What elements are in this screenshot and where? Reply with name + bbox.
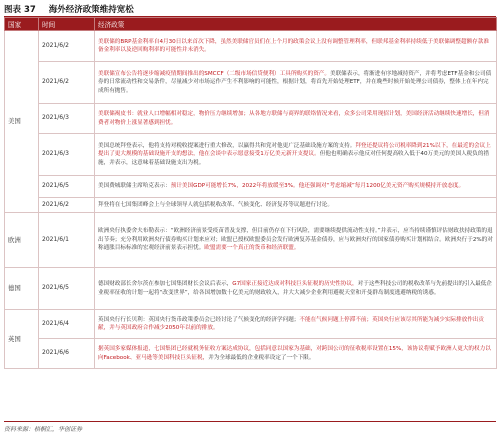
table-row — [5, 62, 497, 104]
policy-cell — [95, 310, 497, 339]
policy-text: 美国费城联储主席哈克表示： — [98, 183, 171, 190]
date-cell: 2021/6/6 — [39, 339, 95, 369]
policy-cell — [95, 213, 497, 268]
policy-text: 英国央行行长贝利：英国央行货币政策委员会已经讨论了气候变化的经济学问题； — [98, 316, 300, 323]
policy-cell — [95, 104, 497, 134]
policy-text: 美联储的BRP基金利率自4月30日以来首次下降，虽然美联储官员们在上个月的政策会议上没有调整管理利率，但联邦基金利率持续低于美联储调整超额存款准备金利率以及逆回购利率的可能性并未消失。 — [98, 38, 489, 53]
figure-number: 图表 37 — [4, 5, 36, 15]
policy-text: 欧洲央行执委舍夫布勒表示：“欧洲经济前景受疫苗普及支撑，但目前仍存在下行风险，需要继续提供流动性支持。”并表示， — [98, 228, 404, 235]
policy-cell — [95, 198, 497, 213]
policy-text: 欧盟需要一个真正的货币和经济联盟。 — [204, 245, 300, 252]
date-cell: 2021/6/2 — [39, 62, 95, 104]
header-date: 时间 — [39, 18, 95, 31]
policy-cell — [95, 268, 497, 310]
date-cell: 2021/6/3 — [39, 134, 95, 176]
policy-text: 并为全球最低的企业税率设定了一个下限。 — [208, 354, 315, 361]
policy-cell — [95, 176, 497, 198]
date-cell: 2021/6/4 — [39, 310, 95, 339]
date-cell: 2021/6/2 — [39, 198, 95, 213]
table-row — [5, 176, 497, 198]
policy-text: 美联储褐皮书：就业人口增幅相对稳定，物价压力继续增加；从各地方联储与商界的联络情况来看，众多公司采用现招计划，美国经济活动继续快速增长，但消费者对物价上涨显著感到担忧。 — [98, 111, 490, 126]
policy-text: 预计美国GDP可能增长7%，2022年将放缓至3%。他还强调对“考虑缩减”每月1200亿美元资产购买规模持开放态度。 — [170, 183, 465, 190]
policy-table — [4, 17, 497, 369]
policy-text: 应当持续谨慎评估财政扶持政策的退出节奏； — [98, 228, 493, 243]
table-row — [5, 310, 497, 339]
policy-text: 德国财政部长舍尔茨在参加七国集团财长会议后表示， — [98, 281, 233, 287]
policy-text: 对于这些科技公司的税收改革与先前提出的引入最低企业税率征收的计划一起将“改变世界”，给各国增加数十亿美元的财政收入，并大大减少企业利用避税天堂和开曼群岛制度逃避纳税的诱惑。 — [98, 281, 492, 296]
country-cell: 美国 — [5, 31, 39, 213]
date-cell: 2021/6/5 — [39, 268, 95, 310]
policy-text: 美联储宣布公告将逐步缩减疫情期间推出的SMCCF（二级市场信贷便利）工具所购买的资产。 — [98, 70, 330, 77]
policy-text: 拜登将在七国集团峰会上与全球领导人就包括税收改革、气候变化、经济复苏等议题进行讨论。 — [98, 201, 333, 208]
table-row — [5, 339, 497, 369]
policy-text: 欧洲央行于2%的对称通胀目标标准的宏观经济前景表示担忧。 — [98, 236, 493, 252]
country-cell: 英国 — [5, 310, 39, 369]
date-cell: 2021/6/5 — [39, 176, 95, 198]
table-body — [5, 31, 497, 369]
header-country: 国家 — [5, 18, 39, 31]
policy-cell — [95, 339, 497, 369]
table-row — [5, 134, 497, 176]
table-row — [5, 104, 497, 134]
country-cell: 欧洲 — [5, 213, 39, 268]
table-row — [5, 268, 497, 310]
source-note: 资料来源：梧桐汇，华创证券 — [4, 426, 83, 433]
policy-text: 充分利用欧洲央行债券购买计划来应对；欧盟已授权欧盟委员会发行欧洲复苏基金债券，应与欧洲央行的国家债券购买计划相结合。 — [120, 236, 445, 243]
date-cell: 2021/6/3 — [39, 104, 95, 134]
policy-cell — [95, 31, 497, 62]
table-header-row — [5, 18, 497, 31]
table-row — [5, 213, 497, 268]
policy-cell — [95, 62, 497, 104]
figure-caption: 海外经济政策维持宽松 — [48, 5, 134, 15]
figure-title — [4, 3, 134, 15]
date-cell: 2021/6/1 — [39, 213, 95, 268]
policy-text: 美联储表示，将渐进有序地减持资产，并将考虑ETF基金和公司债券的日常流动性和交易条件，尽量减少对市场运作产生不利影响的可能性，根据计划，将首先开始处理ETF，并在晚些时候开始处理公司债券，整体上在年内完成所有抛售。 — [98, 70, 492, 94]
policy-text: 据英国多家媒体报道，七国集团已经就税务征收方案达成协议，包括同意以国家为基础，对跨国公司的征收税率设置在15%，该协议将赋予欧洲人更大的权力以向Facebook、亚马逊等美国科技巨头征税， — [98, 346, 491, 361]
header-policy: 经济政策 — [95, 18, 497, 31]
policy-text: 但他也明确表示他反对任何提高收入低于40万美元的美国人税负的措施，并表示，这意味着基础设施支出为税。 — [98, 151, 490, 166]
source-rule — [4, 421, 496, 422]
policy-text: 不能在气候问题上停滞不前；英国央行应该尽其所能为减少实际排放作出贡献，并与英国政府合作减少2050年以前的排放。 — [98, 316, 484, 331]
policy-text: 拜登还提议将公司税率降到21%以下，在最近的会议上提出了更大规模的基础设施开支的想法，他在会谈中表示愿意接受1万亿美元新开支提议。 — [98, 142, 491, 158]
policy-text: G7国家正接近达成对科技巨头征税的历史性协议， — [232, 281, 358, 287]
date-cell: 2021/6/2 — [39, 31, 95, 62]
policy-text: 美国总统拜登表示，他将支持对税收提案进行重大修改，以赢得共和党对他更广泛基础设施方案的支持。 — [98, 142, 356, 149]
policy-cell — [95, 134, 497, 176]
country-cell: 德国 — [5, 268, 39, 310]
table-row — [5, 31, 497, 62]
table-row — [5, 198, 497, 213]
